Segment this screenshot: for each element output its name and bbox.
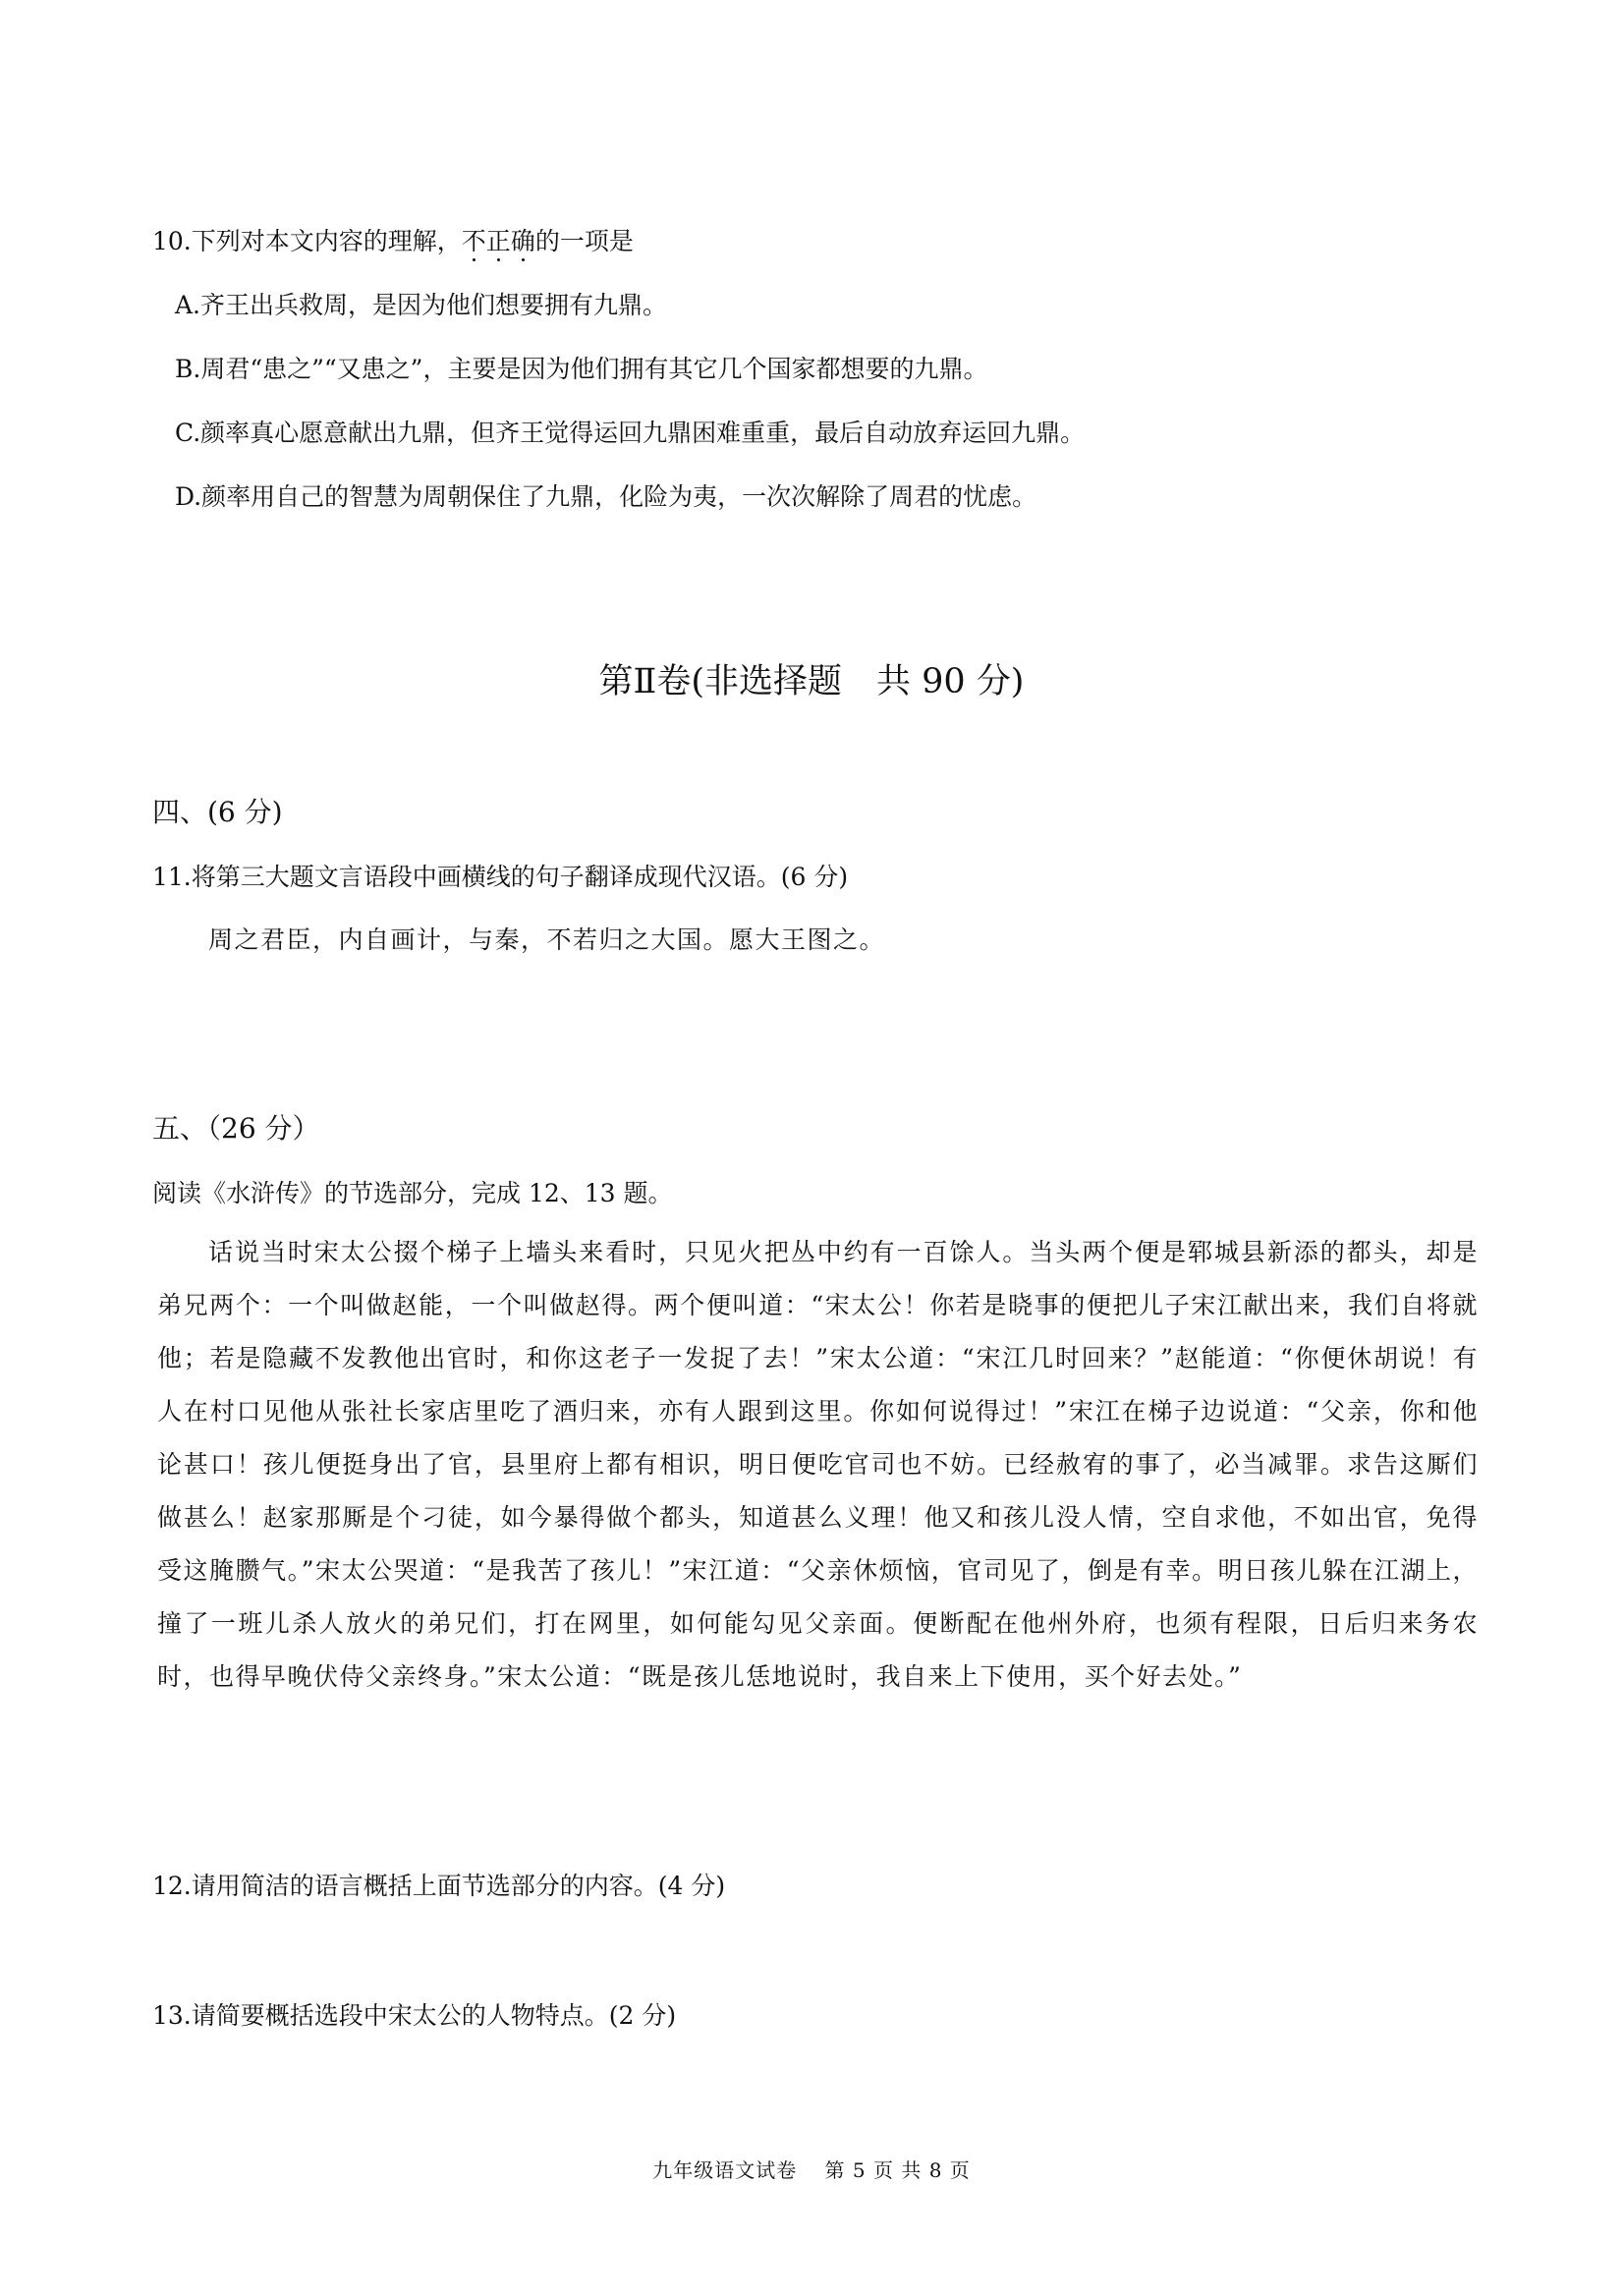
- question-10-stem-prefix: 10.下列对本文内容的理解，: [152, 227, 462, 255]
- question-10-option-c: C.颜率真心愿意献出九鼎，但齐王觉得运回九鼎困难重重，最后自动放弃运回九鼎。: [175, 419, 1086, 447]
- question-10-option-a: A.齐王出兵救周，是因为他们想要拥有九鼎。: [175, 291, 668, 319]
- question-11: 11.将第三大题文言语段中画横线的句子翻译成现代汉语。(6 分): [152, 863, 849, 891]
- emphasis-char: 正: [485, 227, 511, 255]
- part-2-title: 第Ⅱ卷(非选择题 共 90 分): [598, 662, 1025, 701]
- question-13: 13.请简要概括选段中宋太公的人物特点。(2 分): [152, 2001, 677, 2030]
- question-10-stem-suffix: 的一项是: [534, 227, 634, 255]
- emphasis-char: 确: [510, 227, 535, 255]
- page-footer: 九年级语文试卷 第 5 页 共 8 页: [652, 2158, 971, 2182]
- emphasis-char: 不: [461, 227, 486, 255]
- reading-passage: 话说当时宋太公掇个梯子上墙头来看时，只见火把丛中约有一百馀人。当头两个便是郓城县新添的都头，却是弟兄两个：一个叫做赵能，一个叫做赵得。两个便叫道：“宋太公！你若是晓事的便把儿子宋江献出来，我们自将就他；若是隐藏不发教他出官时，和你这老子一发捉了去！”宋太公道：“宋江几时回来？”赵能道：“你便休胡说！有人在村口见他从张社长家店里吃了酒归来，亦有人跟到这里。你如何说得过！”宋江在梯子边说道：“父亲，你和他论甚口！孩儿便挺身出了官，县里府上都有相识，明日便吃官司也不妨。已经赦宥的事了，必当减罪。求告这厮们做甚么！赵家那厮是个刁徒，如今暴得做个都头，知道甚么义理！他又和孩儿没人情，空自求他，不如出官，免得受这腌臜气。”宋太公哭道：“是我苦了孩儿！”宋江道：“父亲休烦恼，官司见了，倒是有幸。明日孩儿躲在江湖上，撞了一班儿杀人放火的弟兄们，打在网里，如何能勾见父亲面。便断配在他州外府，也须有程限，日后归来务农时，也得早晚伏侍父亲终身。”宋太公道：“既是孩儿恁地说时，我自来上下使用，买个好去处。”: [157, 1238, 1479, 1691]
- reading-intro: 阅读《水浒传》的节选部分，完成 12、13 题。: [152, 1179, 673, 1207]
- question-10-option-d: D.颜率用自己的智慧为周朝保住了九鼎，化险为夷，一次次解除了周君的忧虑。: [175, 482, 1037, 511]
- translation-sentence: 周之君臣，内自画计，与秦，不若归之大国。愿大王图之。: [208, 925, 886, 954]
- section-4-heading: 四、(6 分): [152, 796, 283, 828]
- question-10-stem: [152, 222, 634, 257]
- question-12: 12.请用简洁的语言概括上面节选部分的内容。(4 分): [152, 1872, 726, 1900]
- section-5-heading: 五、（26 分）: [152, 1112, 320, 1145]
- question-10-option-b: B.周君“患之”“又患之”，主要是因为他们拥有其它几个国家都想要的九鼎。: [175, 355, 988, 383]
